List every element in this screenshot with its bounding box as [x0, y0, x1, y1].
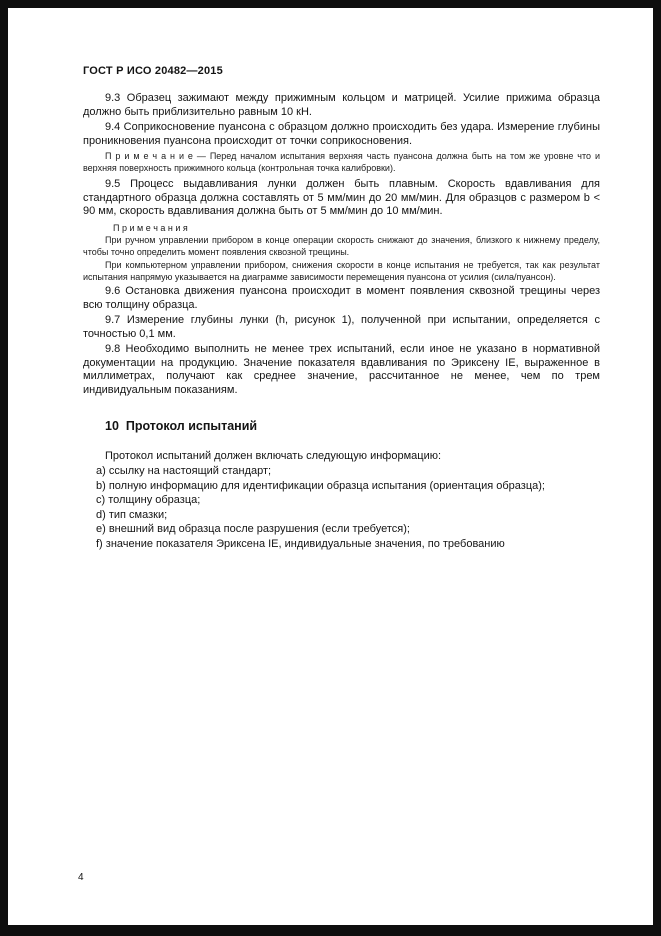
notes-title: П р и м е ч а н и я [113, 222, 188, 233]
page-number: 4 [78, 872, 84, 883]
protocol-item-a: a) ссылку на настоящий стандарт; [96, 465, 272, 477]
protocol-item-c: c) толщину образца; [96, 494, 201, 506]
note-9-5-2: При компьютерном управлении прибором, снижения скорости в конце испытания не требуется, так как результат испытания напрямую указывается на диаграмме зависимости перемещения пуансона от усилия (сила/пуансон). [83, 260, 600, 282]
paragraph-9-6: 9.6 Остановка движения пуансона происходит в момент появления сквозной трещины через всю толщину образца. [83, 285, 600, 311]
section-10-title: 10 Протокол испытаний [105, 419, 258, 433]
protocol-item-f: f) значение показателя Эриксена IE, индивидуальные значения, по требованию [96, 537, 505, 550]
document-content [83, 65, 600, 551]
protocol-item-e: e) внешний вид образца после разрушения (если требуется); [96, 523, 410, 535]
protocol-item-b: b) полную информацию для идентификации образца испытания (ориентация образца); [96, 479, 545, 492]
paragraph-9-4: 9.4 Соприкосновение пуансона с образцом должно происходить без удара. Измерение глубины проникновения пуансона происходит от точки соприкосновения. [83, 121, 600, 147]
paragraph-9-3: 9.3 Образец зажимают между прижимным кольцом и матрицей. Усилие прижима образца должно быть приблизительно равным 10 кН. [83, 92, 600, 118]
protocol-item-d: d) тип смазки; [96, 508, 168, 521]
paragraph-9-7: 9.7 Измерение глубины лунки (h, рисунок 1), полученной при испытании, определяется с точностью 0,1 мм. [83, 314, 600, 340]
note-9-4: П р и м е ч а н и е — Перед началом испытания верхняя часть пуансона должна быть на том же уровне что и верхняя поверхность прижимного кольца (контрольная точка калибровки). [83, 151, 600, 173]
section-10-intro: Протокол испытаний должен включать следующую информацию: [105, 450, 442, 462]
document-header: ГОСТ Р ИСО 20482—2015 [83, 65, 223, 77]
note-9-5-1: При ручном управлении прибором в конце операции скорость снижают до значения, близкого к нижнему пределу, чтобы точно определить момент появления сквозной трещины. [83, 235, 600, 257]
paragraph-9-8: 9.8 Необходимо выполнить не менее трех испытаний, если иное не указано в нормативной документации на продукцию. Значение показателя вдавливания по Эриксену IE, выраженное в миллиметрах, получают как среднее значение, рассчитанное не менее, чем по трем индивидуальным показаниям. [83, 343, 600, 396]
paragraph-9-5: 9.5 Процесс выдавливания лунки должен быть плавным. Скорость вдавливания для стандартного образца должна составлять от 5 мм/мин до 20 мм/мин. Для образцов с размером b < 90 мм, скорость вдавливания должна быть от 5 мм/мин до 10 мм/мин. [83, 178, 600, 217]
